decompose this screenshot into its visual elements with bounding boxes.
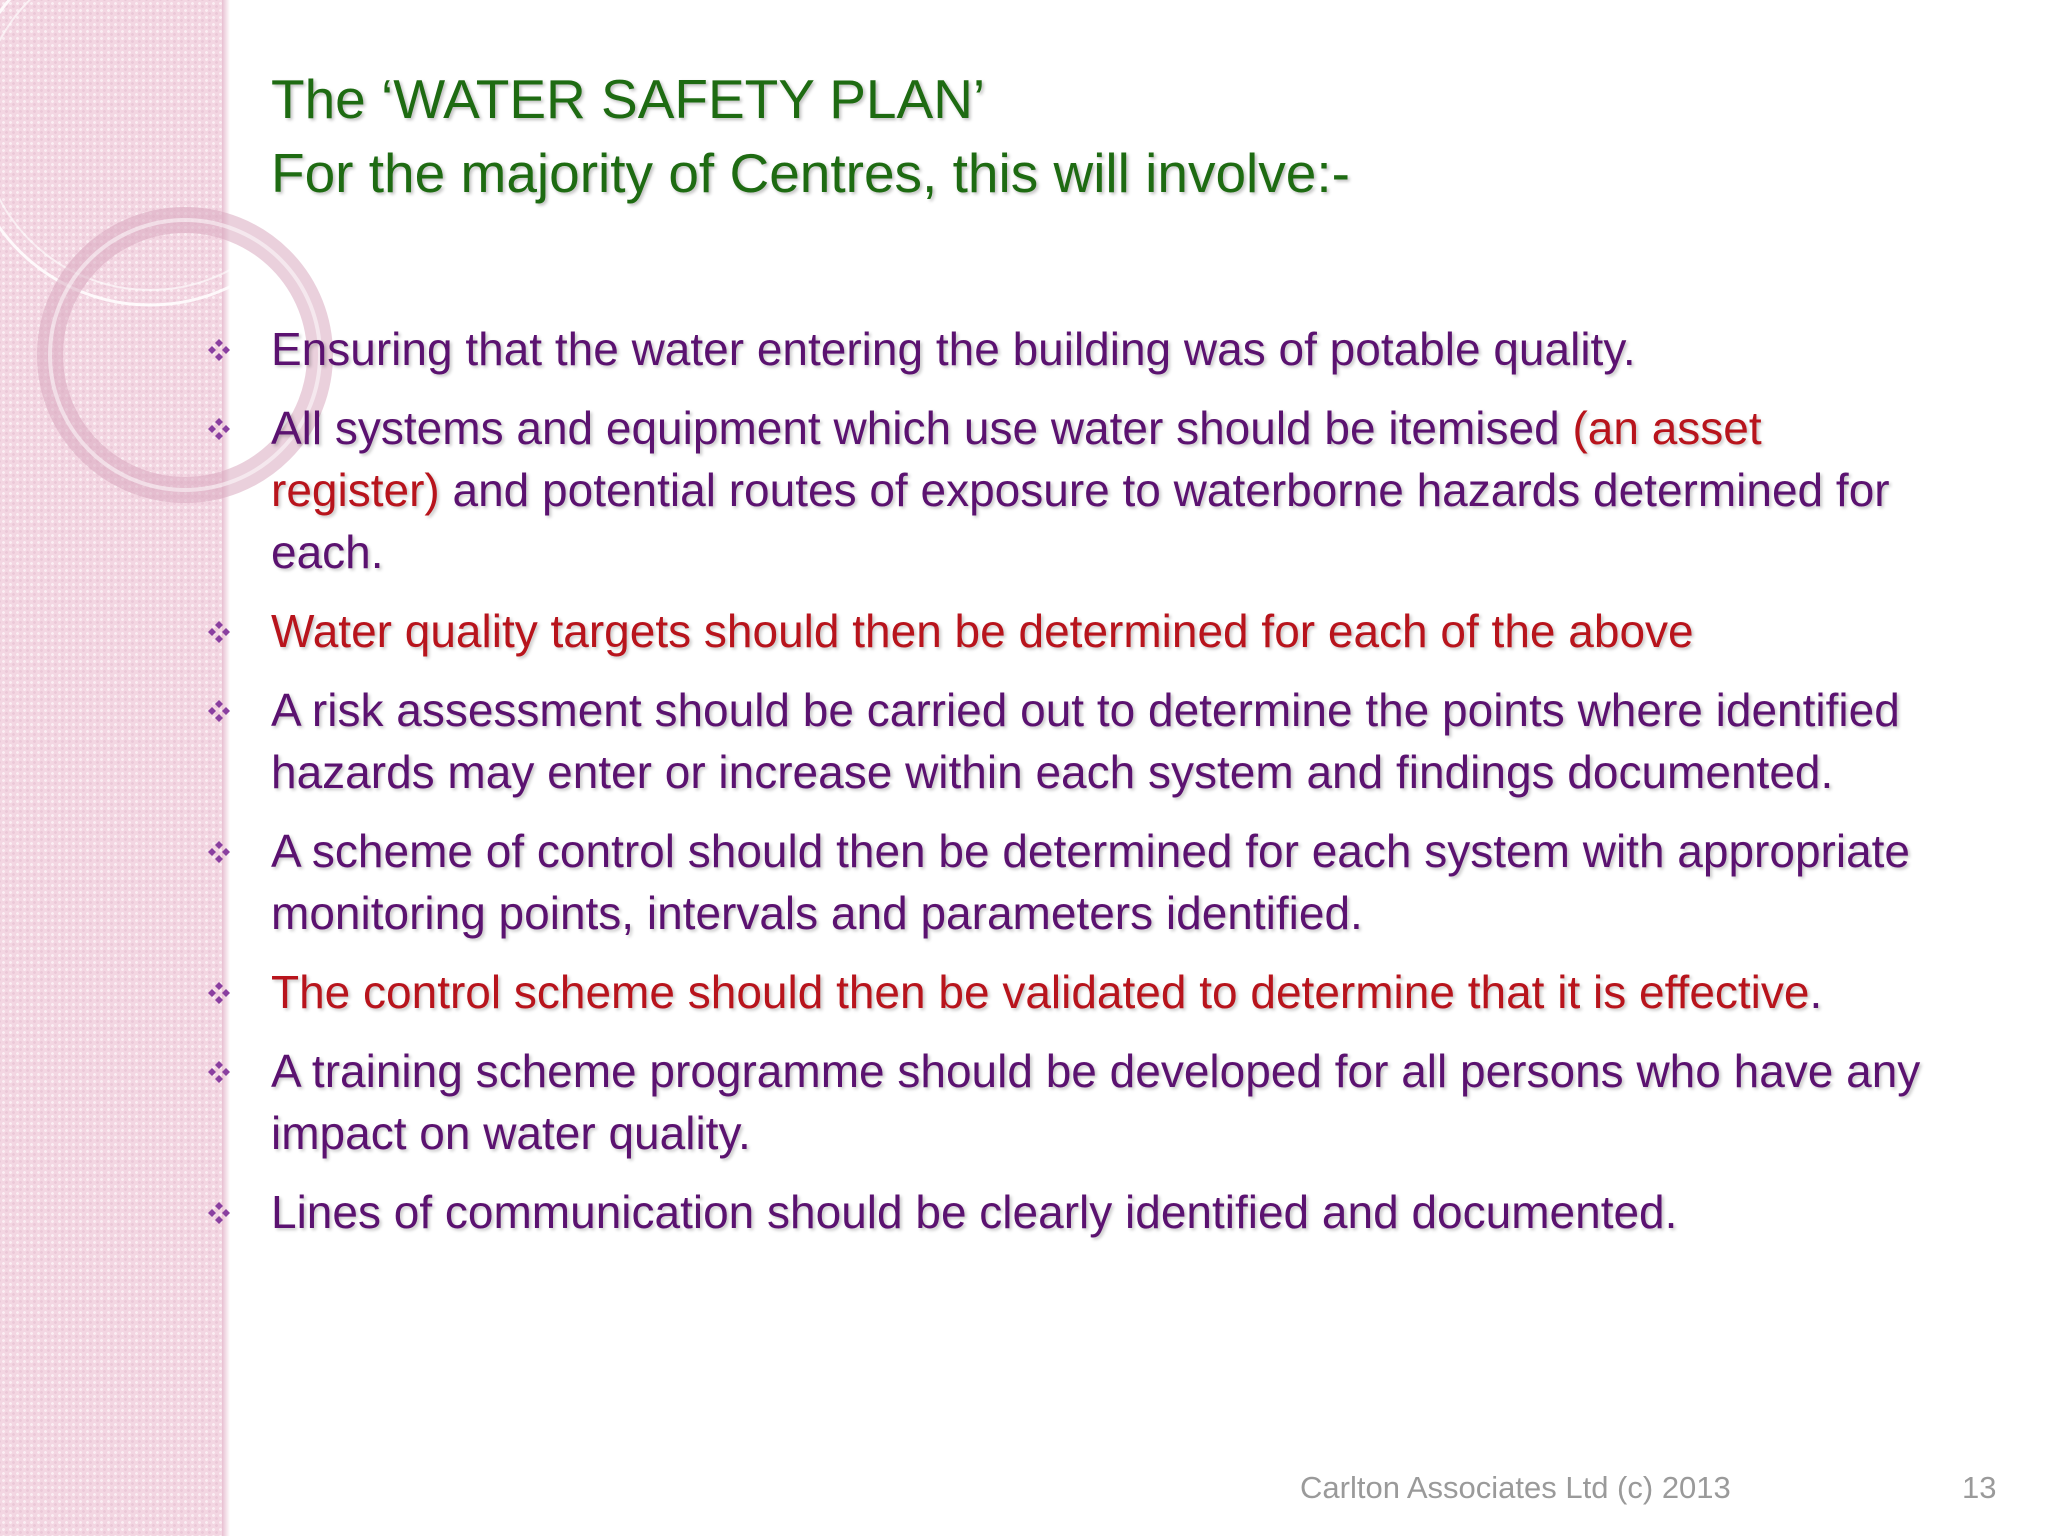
four-diamond-bullet-icon — [207, 1060, 231, 1084]
title-line-2: For the majority of Centres, this will involve:- — [271, 142, 1350, 204]
page-number: 13 — [1962, 1470, 1997, 1505]
bullet-item — [271, 820, 1941, 944]
bullet-text: Ensuring that the water entering the building was of potable quality. — [271, 323, 1636, 375]
bullet-item — [271, 961, 1941, 1023]
bullet-item — [271, 1181, 1941, 1243]
bullet-text: The control scheme should then be validated to determine that it is effective — [271, 966, 1810, 1018]
four-diamond-bullet-icon — [207, 338, 231, 362]
bullet-text: Water quality targets should then be determined for each of the above — [271, 605, 1694, 657]
four-diamond-bullet-icon — [207, 699, 231, 723]
bullet-text-continued: and potential routes of exposure to waterborne hazards determined for each. — [271, 464, 1890, 578]
bullet-period: . — [1809, 966, 1823, 1018]
bullet-item — [271, 600, 1941, 662]
footer-copyright: Carlton Associates Ltd (c) 2013 — [1300, 1470, 1731, 1505]
four-diamond-bullet-icon — [207, 620, 231, 644]
four-diamond-bullet-icon — [207, 1201, 231, 1225]
bullet-text: A risk assessment should be carried out to determine the points where identified hazards may enter or increase within each system and findings documented. — [271, 684, 1900, 798]
bullet-list — [271, 318, 1941, 1260]
bullet-text: A scheme of control should then be determined for each system with appropriate monitoring points, intervals and parameters identified. — [271, 825, 1911, 939]
four-diamond-bullet-icon — [207, 417, 231, 441]
bullet-item — [271, 318, 1941, 380]
four-diamond-bullet-icon — [207, 981, 231, 1005]
bullet-item — [271, 679, 1941, 803]
bullet-text: All systems and equipment which use water should be itemised — [271, 402, 1573, 454]
bullet-highlight-text: (an asset register) — [271, 402, 1762, 516]
bullet-text: Lines of communication should be clearly identified and documented. — [271, 1186, 1678, 1238]
slide-title — [271, 62, 1971, 210]
bullet-item — [271, 397, 1941, 583]
title-line-1: The ‘WATER SAFETY PLAN’ — [271, 68, 986, 130]
bullet-item — [271, 1040, 1941, 1164]
four-diamond-bullet-icon — [207, 840, 231, 864]
bullet-text: A training scheme programme should be developed for all persons who have any impact on water quality. — [271, 1045, 1921, 1159]
